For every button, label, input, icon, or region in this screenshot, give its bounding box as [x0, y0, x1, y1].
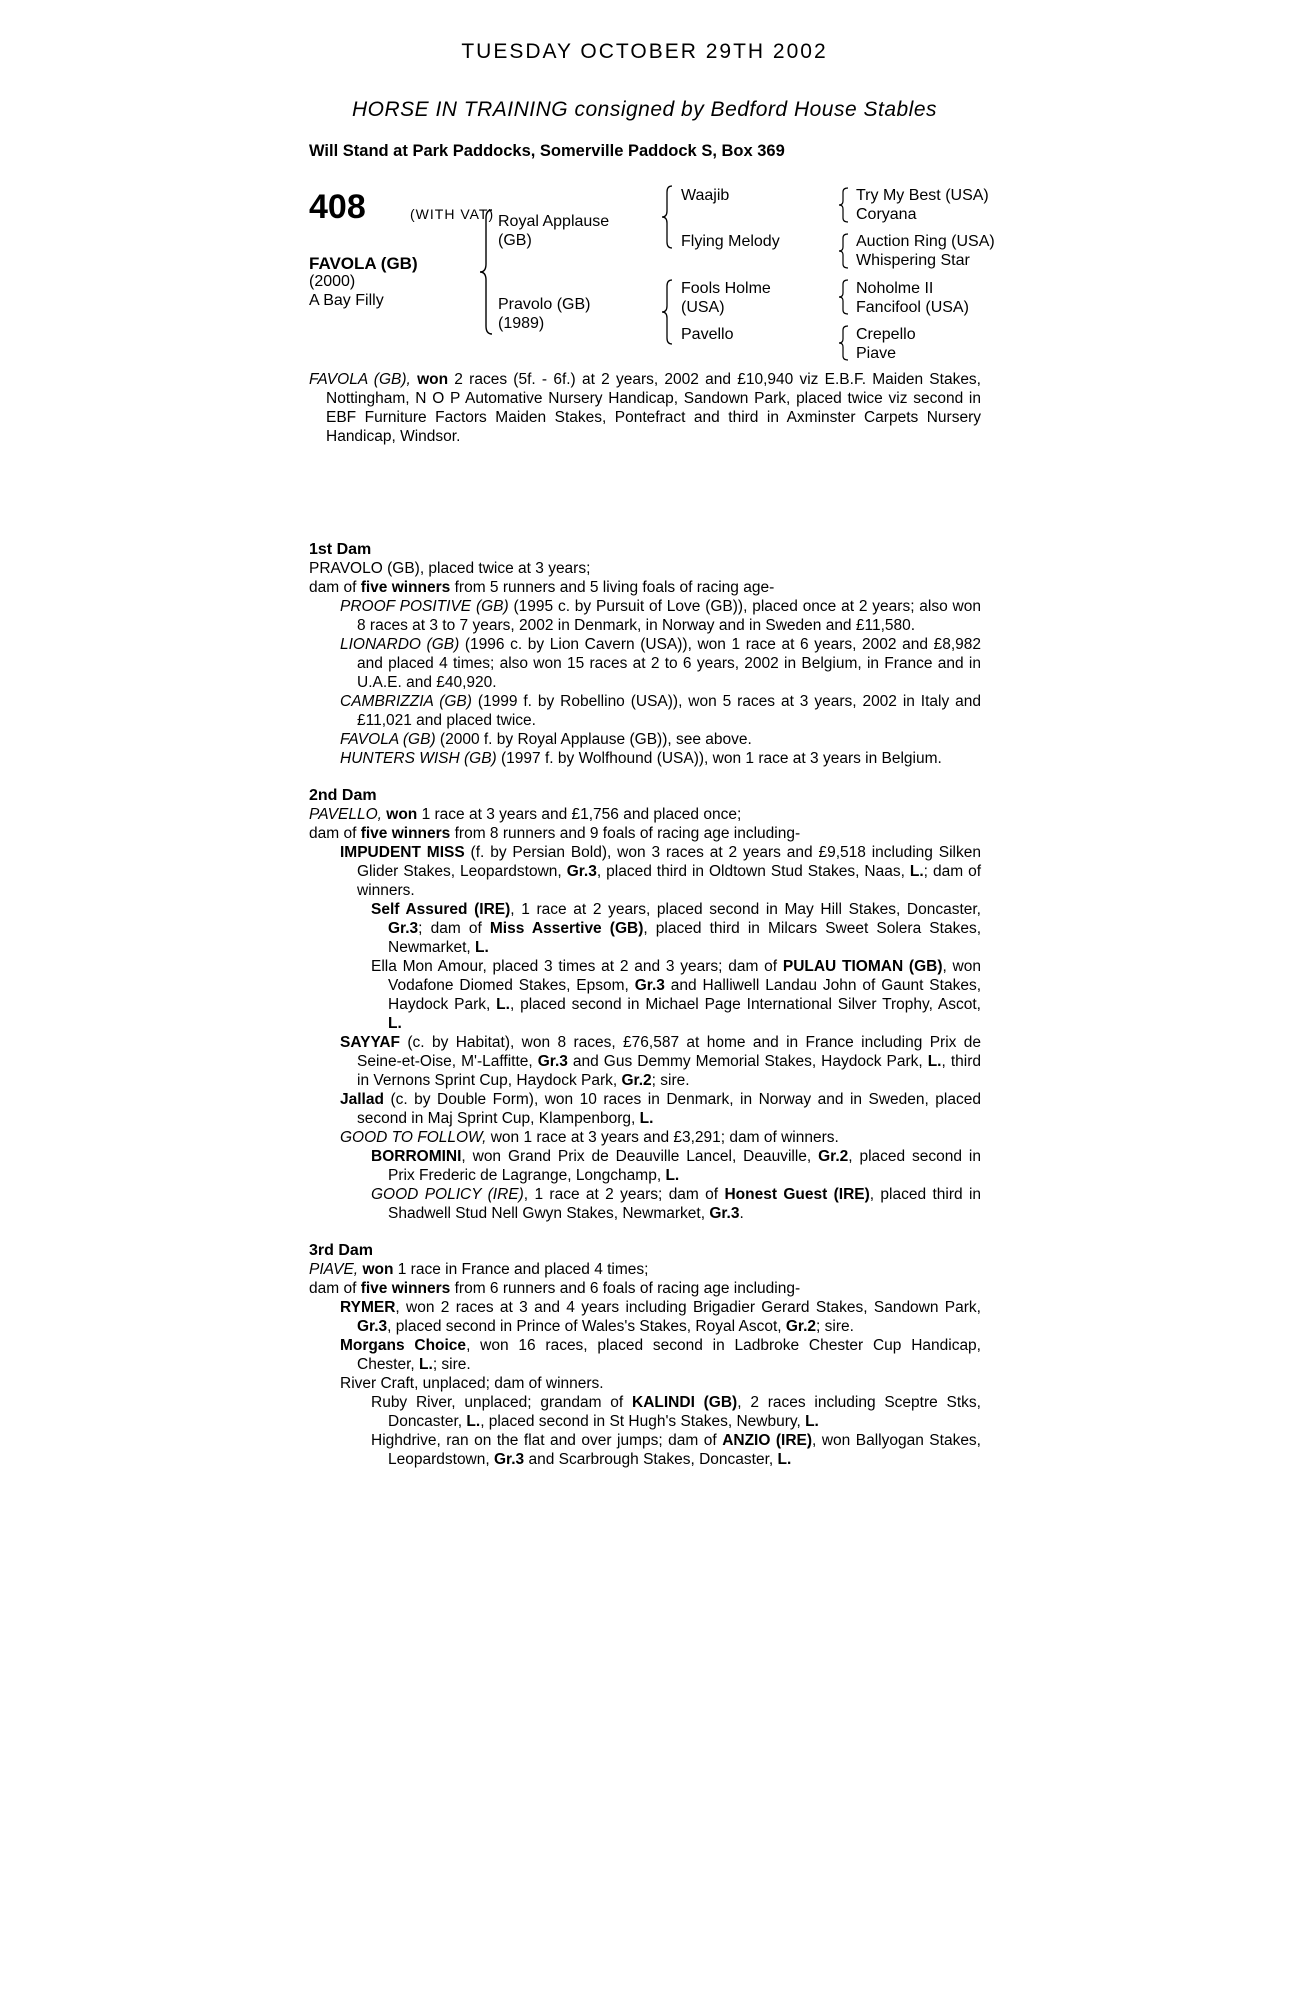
- produce-entry: Morgans Choice, won 16 races, placed second in Ladbroke Chester Cup Handicap, Chester, L.; sire.: [340, 1337, 981, 1373]
- produce-entry: Self Assured (IRE), 1 race at 2 years, placed second in May Hill Stakes, Doncaster, Gr.3; dam of Miss Assertive (GB), placed third in Milcars Sweet Solera Stakes, Newmarket, L.: [371, 901, 981, 956]
- consignor-line: HORSE IN TRAINING consigned by Bedford House Stables: [351, 98, 938, 121]
- pedigree-brace-sire: [660, 184, 676, 250]
- produce-entry: River Craft, unplaced; dam of winners.: [340, 1375, 604, 1392]
- pedigree-dss: Noholme II: [856, 280, 934, 297]
- pedigree-brace-dd: [837, 324, 851, 362]
- sire-name: Royal Applause: [498, 213, 610, 230]
- pedigree-brace-dam: [660, 278, 676, 346]
- produce-entry: IMPUDENT MISS (f. by Persian Bold), won 3 races at 2 years and £9,518 including Silken Glider Stakes, Leopardstown, Gr.3, placed third in Oldtown Stud Stakes, Naas, L.; dam of winners.: [340, 844, 982, 899]
- pedigree-sdd: Whispering Star: [856, 252, 970, 269]
- produce-entry: LIONARDO (GB) (1996 c. by Lion Cavern (USA)), won 1 race at 6 years, 2002 and £8,982 and placed 4 times; also won 15 races at 2 to 6 years, 2002 in Belgium, in France and in U.A.E. and £40,920.: [340, 636, 982, 691]
- produce-entry: BORROMINI, won Grand Prix de Deauville Lancel, Deauville, Gr.2, placed second in Prix Frederic de Lagrange, Longchamp, L.: [371, 1148, 981, 1184]
- horse-name: FAVOLA (GB): [309, 254, 418, 273]
- ds-country: (USA): [681, 299, 725, 316]
- second-dam-produce-summary: dam of five winners from 8 runners and 9 foals of racing age including-: [309, 825, 801, 842]
- produce-entry: CAMBRIZZIA (GB) (1999 f. by Robellino (USA)), won 5 races at 3 years, 2002 in Italy and £11,021 and placed twice.: [340, 693, 982, 729]
- produce-entry: Ella Mon Amour, placed 3 times at 2 and 3 years; dam of PULAU TIOMAN (GB), won Vodafone Diomed Stakes, Epsom, Gr.3 and Halliwell Landau John of Gaunt Stakes, Haydock Park, L., placed second in Michael Page International Silver Trophy, Ascot, L.: [371, 958, 981, 1032]
- second-dam-heading: 2nd Dam: [309, 787, 377, 804]
- pedigree-dam: [498, 295, 590, 333]
- pedigree-sd: Flying Melody: [681, 233, 780, 250]
- vat-note: (WITH VAT): [410, 206, 495, 222]
- pedigree-ssd: Coryana: [856, 206, 917, 223]
- pedigree-ss: Waajib: [681, 187, 730, 204]
- produce-entry: GOOD TO FOLLOW, won 1 race at 3 years and £3,291; dam of winners.: [340, 1129, 839, 1146]
- pedigree-ds: [681, 279, 771, 317]
- pedigree-sire: [498, 212, 609, 250]
- produce-entry: SAYYAF (c. by Habitat), won 8 races, £76,587 at home and in France including Prix de Seine-et-Oise, M'-Laffitte, Gr.3 and Gus Demmy Memorial Stakes, Haydock Park, L., third in Vernons Sprint Cup, Haydock Park, Gr.2; sire.: [340, 1034, 981, 1089]
- pedigree-dds: Crepello: [856, 326, 916, 343]
- horse-description: A Bay Filly: [309, 292, 384, 309]
- first-dam-line: PRAVOLO (GB), placed twice at 3 years;: [309, 560, 591, 577]
- pedigree-sss: Try My Best (USA): [856, 187, 989, 204]
- pedigree-brace-sd: [837, 232, 851, 270]
- second-dam-line: PAVELLO, won 1 race at 3 years and £1,756 and placed once;: [309, 806, 742, 823]
- race-record: FAVOLA (GB), won 2 races (5f. - 6f.) at 2 years, 2002 and £10,940 viz E.B.F. Maiden Stakes, Nottingham, N O P Automative Nursery Handicap, Sandown Park, placed twice viz second in EBF Furniture Factors Maiden Stakes, Pontefract and third in Axminster Carpets Nursery Handicap, Windsor.: [309, 371, 981, 445]
- pedigree-brace-ds: [837, 278, 851, 316]
- produce-entry: RYMER, won 2 races at 3 and 4 years including Brigadier Gerard Stakes, Sandown Park, Gr.3, placed second in Prince of Wales's Stakes, Royal Ascot, Gr.2; sire.: [340, 1299, 981, 1335]
- pedigree-dd: Pavello: [681, 326, 734, 343]
- page-date-header: TUESDAY OCTOBER 29TH 2002: [461, 40, 828, 63]
- first-dam-produce-summary: dam of five winners from 5 runners and 5 living foals of racing age-: [309, 579, 775, 596]
- lot-number: 408: [309, 188, 366, 226]
- produce-entry: Highdrive, ran on the flat and over jumps; dam of ANZIO (IRE), won Ballyogan Stakes, Leopardstown, Gr.3 and Scarbrough Stakes, Doncaster, L.: [371, 1432, 981, 1468]
- third-dam-line: PIAVE, won 1 race in France and placed 4 times;: [309, 1261, 649, 1278]
- ds-name: Fools Holme: [681, 280, 771, 297]
- first-dam-heading: 1st Dam: [309, 541, 372, 558]
- produce-entry: Ruby River, unplaced; grandam of KALINDI (GB), 2 races including Sceptre Stks, Doncaster, L., placed second in St Hugh's Stakes, Newbury, L.: [371, 1394, 981, 1430]
- dam-name: Pravolo (GB): [498, 296, 591, 313]
- pedigree-brace-ss: [837, 186, 851, 224]
- produce-entry: GOOD POLICY (IRE), 1 race at 2 years; dam of Honest Guest (IRE), placed third in Shadwell Stud Nell Gwyn Stakes, Newmarket, Gr.3.: [371, 1186, 982, 1222]
- pedigree-brace-main: [478, 208, 498, 336]
- produce-entry: FAVOLA (GB) (2000 f. by Royal Applause (GB)), see above.: [340, 731, 752, 748]
- produce-entry: PROOF POSITIVE (GB) (1995 c. by Pursuit of Love (GB)), placed once at 2 years; also won 8 races at 3 to 7 years, 2002 in Denmark, in Norway and in Sweden and £11,580.: [340, 598, 981, 634]
- pedigree-ddd: Piave: [856, 345, 897, 362]
- stand-location: Will Stand at Park Paddocks, Somerville Paddock S, Box 369: [309, 142, 785, 160]
- produce-entry: HUNTERS WISH (GB) (1997 f. by Wolfhound (USA)), won 1 race at 3 years in Belgium.: [340, 750, 942, 767]
- produce-entry: Jallad (c. by Double Form), won 10 races in Denmark, in Norway and in Sweden, placed second in Maj Sprint Cup, Klampenborg, L.: [340, 1091, 981, 1127]
- third-dam-produce-summary: dam of five winners from 6 runners and 6 foals of racing age including-: [309, 1280, 801, 1297]
- horse-year: (2000): [309, 273, 356, 290]
- pedigree-dsd: Fancifool (USA): [856, 299, 969, 316]
- dam-year: (1989): [498, 315, 545, 332]
- third-dam-heading: 3rd Dam: [309, 1242, 374, 1259]
- catalogue-body: [309, 370, 981, 1469]
- pedigree-sds: Auction Ring (USA): [856, 233, 995, 250]
- sire-country: (GB): [498, 232, 532, 249]
